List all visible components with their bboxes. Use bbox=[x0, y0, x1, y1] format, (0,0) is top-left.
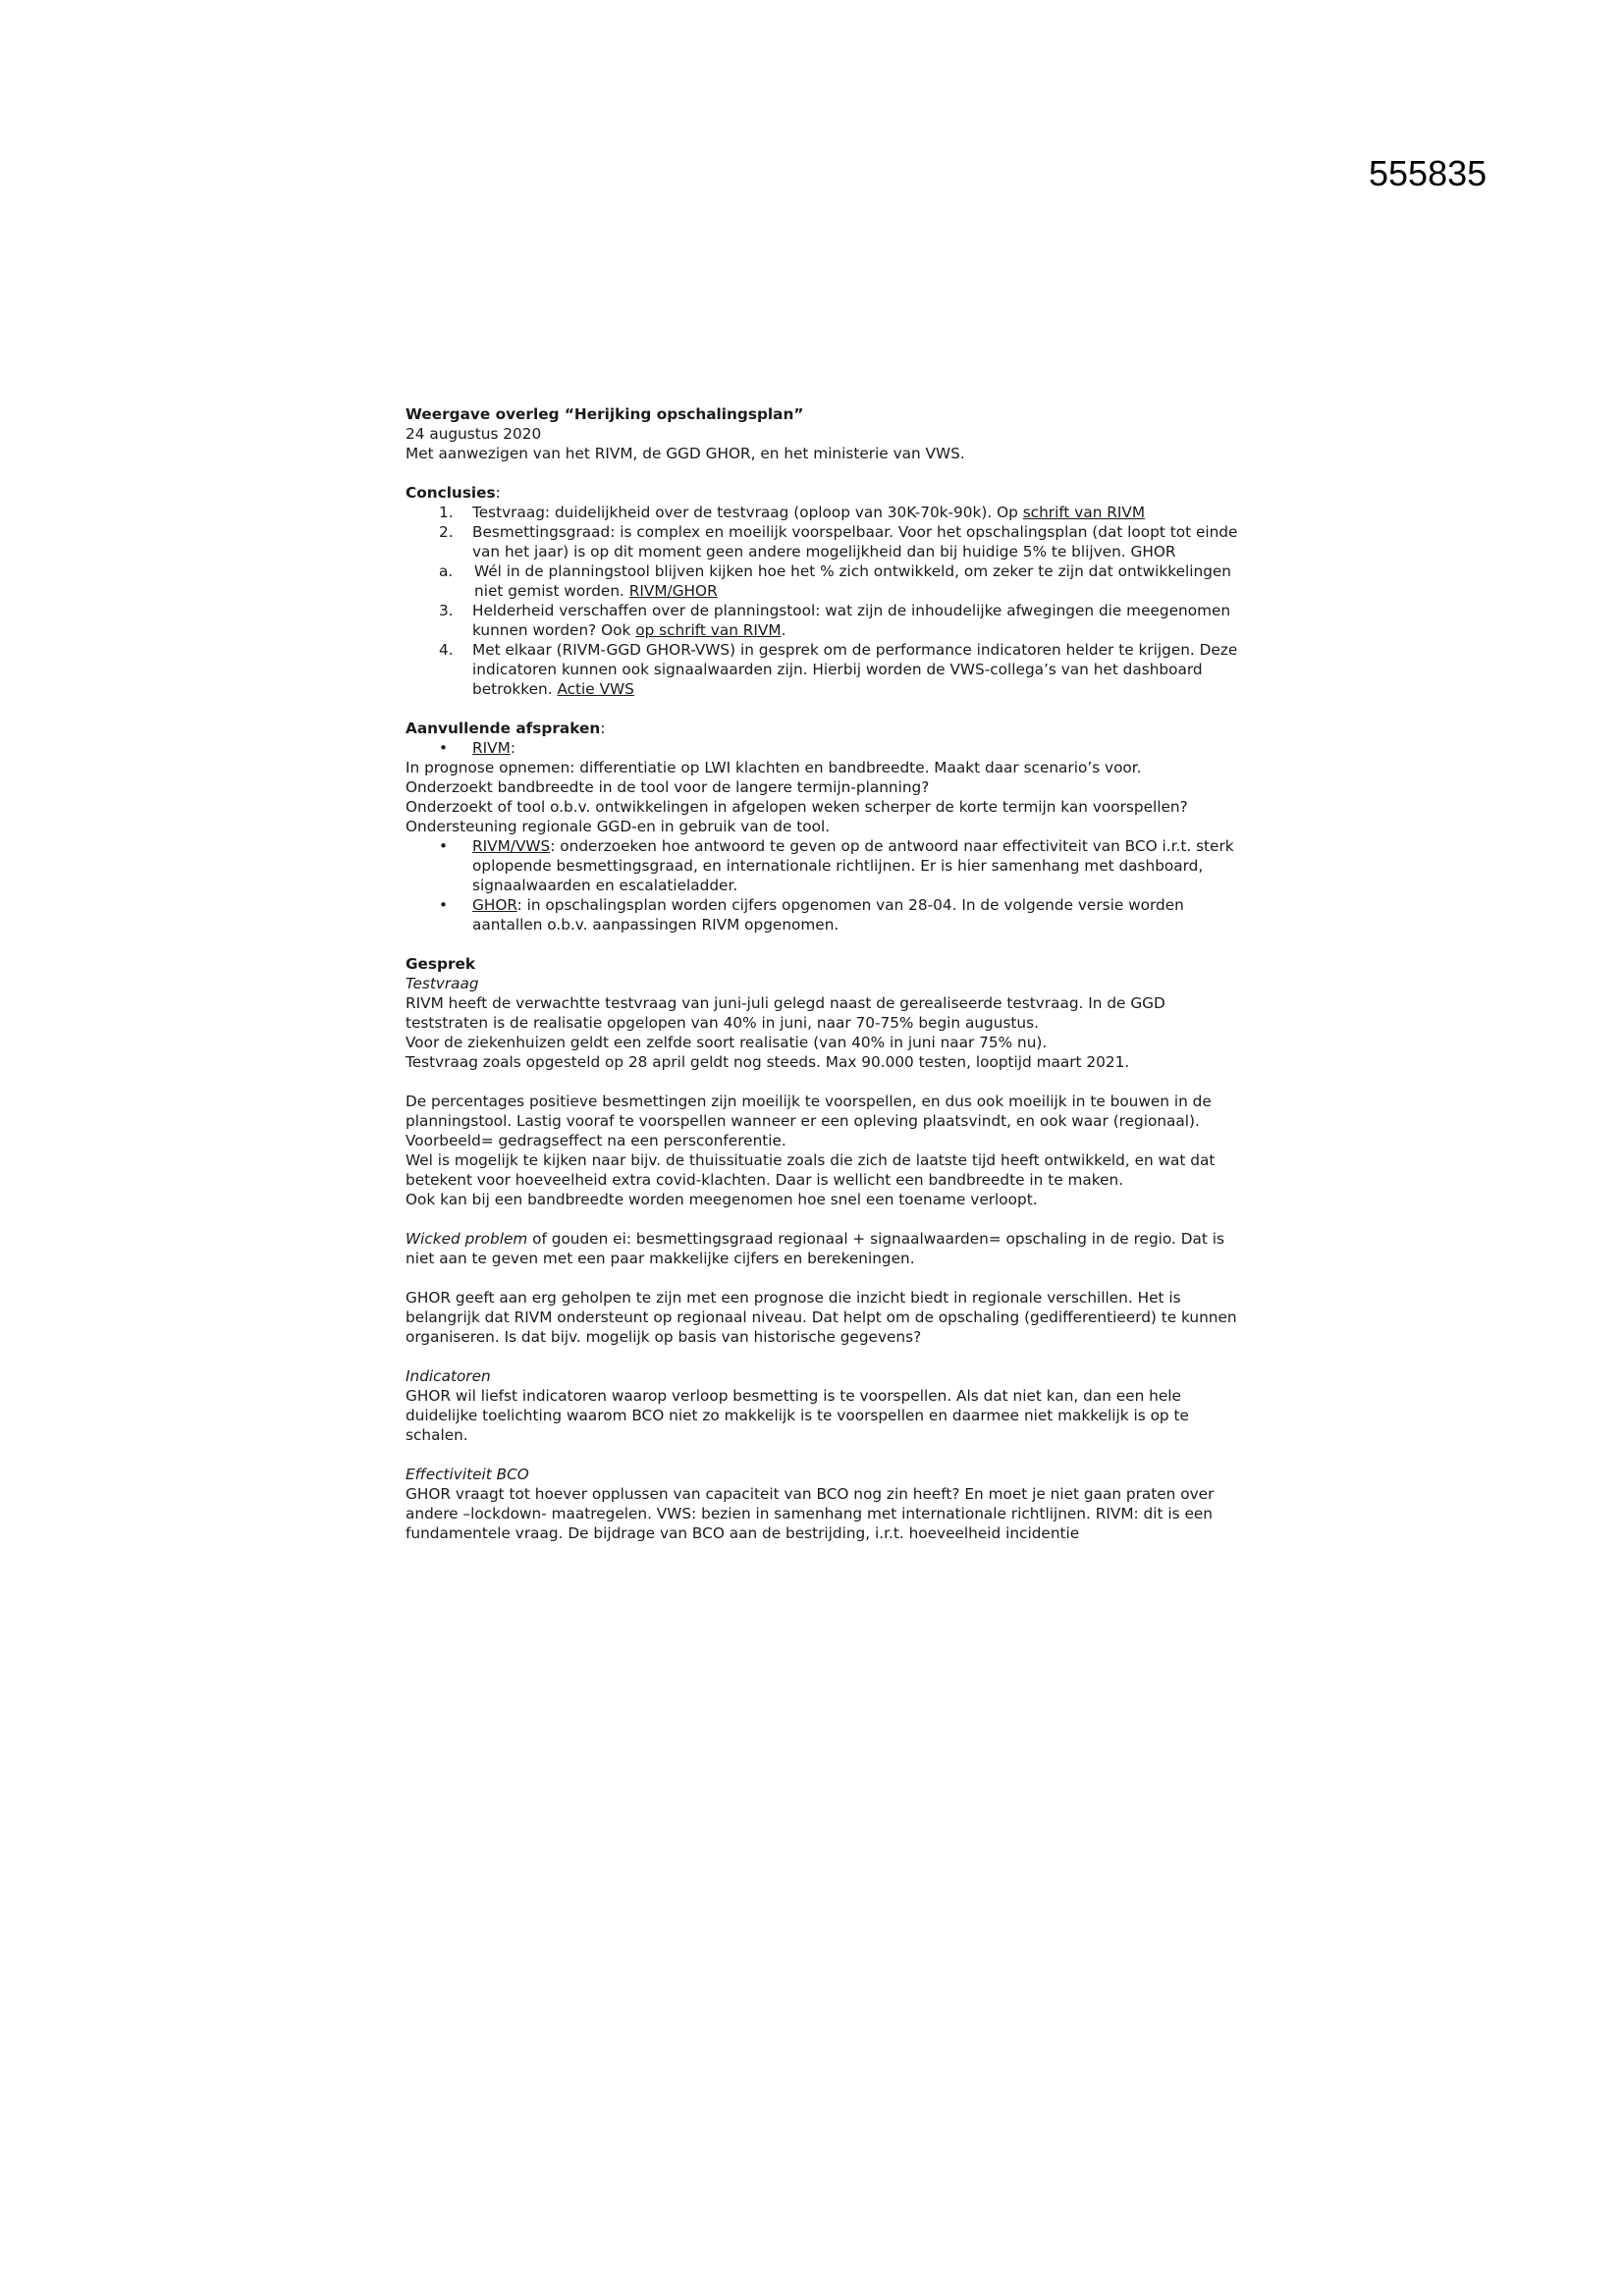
agreement-text-rivm-vws: : onderzoeken hoe antwoord te geven op de antwoord naar effectiviteit van BCO i.r.t. sterk oplopende besmettingsgraad, en internationale richtlijnen. Er is hier samenhang met dashboard, signaalwaarden en escalatieladder. bbox=[472, 837, 1234, 894]
conclusion-subitem-2a bbox=[439, 561, 1240, 601]
testvraag-heading: Testvraag bbox=[406, 975, 479, 992]
gesprek-heading: Gesprek bbox=[406, 955, 476, 973]
agreement-label-rivm: RIVM bbox=[472, 739, 511, 757]
bco-paragraph: GHOR vraagt tot hoever opplussen van capaciteit van BCO nog zin heeft? En moet je niet gaan praten over andere –lockdown- maatregelen. VWS: bezien in samenhang met internationale richtlijnen. RIVM: dit is een fundamentele vraag. De bijdrage van BCO aan de bestrijding, i.r.t. hoeveelheid incidentie bbox=[406, 1485, 1215, 1542]
document-title: Weergave overleg “Herijking opschalingsplan” bbox=[406, 405, 804, 423]
conclusion-item-1 bbox=[439, 503, 1240, 522]
conclusion-link-4: Actie VWS bbox=[557, 680, 634, 698]
conclusion-link-3: op schrift van RIVM bbox=[635, 621, 782, 639]
bullet-icon: • bbox=[439, 837, 449, 855]
agreement-label-ghor: GHOR bbox=[472, 896, 517, 914]
agreement-bullet-rivm bbox=[427, 738, 1240, 758]
conclusion-link-1: schrift van RIVM bbox=[1022, 504, 1146, 521]
bullet-icon: • bbox=[439, 896, 449, 914]
wicked-problem-text: of gouden ei: besmettingsgraad regionaal + signaalwaarden= opschaling in de regio. Dat is niet aan te geven met een paar makkelijke cijfers en berekeningen. bbox=[406, 1230, 1224, 1267]
bco-heading: Effectiviteit BCO bbox=[406, 1466, 529, 1483]
conclusion-subtext-2a: Wél in de planningstool blijven kijken hoe het % zich ontwikkeld, om zeker te zijn dat ontwikkelingen niet gemist worden. bbox=[474, 562, 1232, 600]
conclusion-item-2 bbox=[439, 522, 1240, 561]
conclusion-subnum-2a: a. bbox=[439, 562, 454, 580]
agreement-line-2: Onderzoekt bandbreedte in de tool voor de langere termijn-planning? bbox=[406, 778, 930, 796]
conclusions-list bbox=[406, 503, 1240, 699]
agreement-line-4: Ondersteuning regionale GGD-en in gebruik van de tool. bbox=[406, 818, 831, 835]
agreements-heading: Aanvullende afspraken bbox=[406, 720, 601, 737]
document-number: 555835 bbox=[1369, 153, 1488, 193]
conclusions-heading: Conclusies bbox=[406, 484, 496, 502]
conclusion-text-2: Besmettingsgraad: is complex en moeilijk voorspelbaar. Voor het opschalingsplan (dat loopt tot einde van het jaar) is op dit moment geen andere mogelijkheid dan bij huidige 5% te blijven. GHOR bbox=[472, 523, 1238, 561]
agreements-heading-line: Aanvullende afspraken: bbox=[406, 720, 606, 737]
testvraag-line-2: Voor de ziekenhuizen geldt een zelfde soort realisatie (van 40% in juni naar 75% nu). bbox=[406, 1034, 1048, 1051]
conclusion-sublink-2a: RIVM/GHOR bbox=[628, 582, 718, 600]
percentages-paragraph-1: De percentages positieve besmettingen zijn moeilijk te voorspellen, en dus ook moeilijk in te bouwen in de planningstool. Lastig vooraf te voorspellen wanneer er een opleving plaatsvindt, en ook waar (regionaal). Voorbeeld= gedragseffect na een persconferentie. bbox=[406, 1093, 1212, 1149]
conclusion-num-2: 2. bbox=[439, 523, 454, 541]
conclusion-num-3: 3. bbox=[439, 602, 454, 619]
conclusion-text-4: Met elkaar (RIVM-GGD GHOR-VWS) in gesprek om de performance indicatoren helder te krijgen. Deze indicatoren kunnen ook signaalwaarden zijn. Hierbij worden de VWS-collega’s van het dashboard betrokken. bbox=[472, 641, 1238, 698]
wicked-problem-italic: Wicked problem bbox=[406, 1230, 528, 1248]
ghor-paragraph: GHOR geeft aan erg geholpen te zijn met een prognose die inzicht biedt in regionale verschillen. Het is belangrijk dat RIVM ondersteunt op regionaal niveau. Dat helpt om de opschaling (gedifferentieerd) te kunnen organiseren. Is dat bijv. mogelijk op basis van historische gegevens? bbox=[406, 1289, 1237, 1346]
agreement-text-ghor: : in opschalingsplan worden cijfers opgenomen van 28-04. In de volgende versie worden aantallen o.b.v. aanpassingen RIVM opgenomen. bbox=[472, 896, 1184, 934]
conclusion-text-3: Helderheid verschaffen over de planningstool: wat zijn de inhoudelijke afwegingen die meegenomen kunnen worden? Ook bbox=[472, 602, 1231, 639]
testvraag-line-1: RIVM heeft de verwachtte testvraag van juni-juli gelegd naast de gerealiseerde testvraag. In de GGD teststraten is de realisatie opgelopen van 40% in juni, naar 70-75% begin augustus. bbox=[406, 994, 1165, 1032]
indicatoren-heading: Indicatoren bbox=[406, 1367, 491, 1385]
agreement-label-rivm-vws: RIVM/VWS bbox=[472, 837, 551, 855]
attendees-line: Met aanwezigen van het RIVM, de GGD GHOR, en het ministerie van VWS. bbox=[406, 445, 965, 462]
testvraag-line-3: Testvraag zoals opgesteld op 28 april geldt nog steeds. Max 90.000 testen, looptijd maart 2021. bbox=[406, 1053, 1130, 1071]
bullet-icon: • bbox=[439, 739, 449, 757]
document-body bbox=[406, 404, 1240, 1543]
conclusion-num-1: 1. bbox=[439, 504, 454, 521]
indicatoren-paragraph: GHOR wil liefst indicatoren waarop verloop besmetting is te voorspellen. Als dat niet kan, dan een hele duidelijke toelichting waarom BCO niet zo makkelijk is te voorspellen en daarmee niet makkelijk is op te schalen. bbox=[406, 1387, 1189, 1444]
conclusion-item-4 bbox=[439, 640, 1240, 699]
agreement-line-3: Onderzoekt of tool o.b.v. ontwikkelingen in afgelopen weken scherper de korte termijn kan voorspellen? bbox=[406, 798, 1188, 816]
percentages-paragraph-2: Wel is mogelijk te kijken naar bijv. de thuissituatie zoals die zich de laatste tijd heeft ontwikkeld, en wat dat betekent voor hoeveelheid extra covid-klachten. Daar is wellicht een bandbreedte in te maken. bbox=[406, 1151, 1216, 1189]
percentages-paragraph-3: Ook kan bij een bandbreedte worden meegenomen hoe snel een toename verloopt. bbox=[406, 1191, 1038, 1208]
agreement-line-1: In prognose opnemen: differentiatie op LWI klachten en bandbreedte. Maakt daar scenario’s voor. bbox=[406, 759, 1142, 776]
conclusions-heading-line: Conclusies: bbox=[406, 484, 501, 502]
meeting-date: 24 augustus 2020 bbox=[406, 425, 542, 443]
agreement-colon-rivm: : bbox=[510, 739, 515, 757]
conclusion-text-1: Testvraag: duidelijkheid over de testvraag (oploop van 30K-70k-90k). Op bbox=[472, 504, 1023, 521]
wicked-problem-paragraph bbox=[406, 1229, 1240, 1268]
conclusion-num-4: 4. bbox=[439, 641, 454, 659]
agreement-bullet-ghor bbox=[427, 895, 1240, 934]
conclusion-tail-3: . bbox=[781, 621, 786, 639]
conclusion-item-3 bbox=[439, 601, 1240, 640]
agreement-bullet-rivm-vws bbox=[427, 836, 1240, 895]
